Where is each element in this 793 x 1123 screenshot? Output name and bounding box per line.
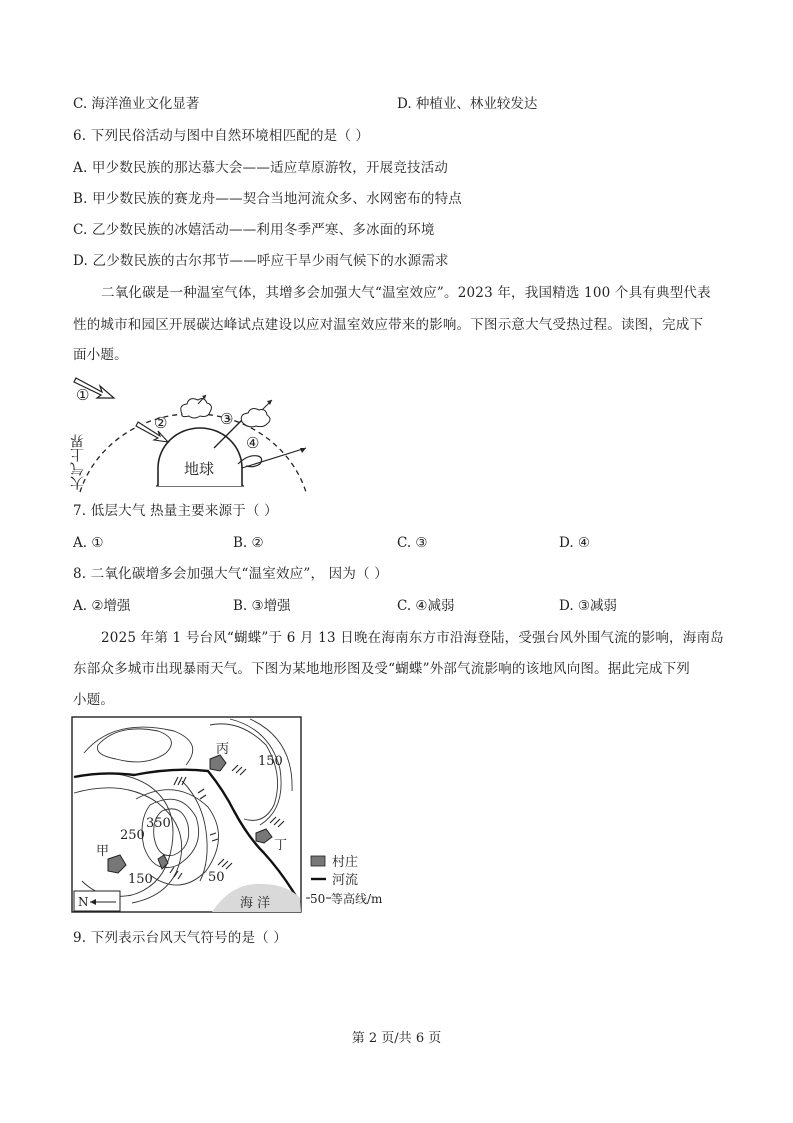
passage3-line2: 东部众多城市出现暴雨天气。下图为某地地形图及受“蝴蝶”外部气流影响的该地风向图。据此完成下列 bbox=[73, 661, 691, 677]
village-label-ding: 丁 bbox=[274, 838, 288, 853]
q7-stem: 7. 低层大气 热量主要来源于（ ） bbox=[73, 503, 278, 519]
atmosphere-heating-diagram bbox=[66, 368, 316, 496]
marker-2: ② bbox=[154, 414, 168, 432]
contour-50: 50 bbox=[208, 870, 225, 885]
q7-option-d: D. ④ bbox=[559, 535, 591, 551]
q7-option-b: B. ② bbox=[233, 535, 264, 551]
q8-option-d: D. ③减弱 bbox=[559, 598, 618, 614]
earth-label: 地球 bbox=[184, 460, 215, 478]
q8-option-a: A. ②增强 bbox=[73, 598, 131, 614]
q8-option-b: B. ③增强 bbox=[233, 598, 291, 614]
q7-option-a: A. ① bbox=[73, 535, 104, 551]
legend-contour: 等高线/m bbox=[331, 892, 383, 906]
contour-350: 350 bbox=[146, 816, 171, 831]
passage3-line1: 2025 年第 1 号台风“蝴蝶”于 6 月 13 日晚在海南东方市沿海登陆，受强台风外围气流的影响，海南岛 bbox=[101, 630, 724, 646]
q6-option-b: B. 甲少数民族的赛龙舟——契合当地河流众多、水网密布的特点 bbox=[73, 191, 463, 207]
village-label-jia: 甲 bbox=[96, 844, 110, 859]
contour-250: 250 bbox=[120, 828, 145, 843]
marker-1: ① bbox=[76, 386, 90, 404]
q5-option-d: D. 种植业、林业较发达 bbox=[397, 96, 538, 112]
q6-option-a: A. 甲少数民族的那达慕大会——适应草原游牧，开展竞技活动 bbox=[73, 160, 449, 176]
q5-option-c: C. 海洋渔业文化显著 bbox=[73, 96, 200, 112]
topographic-map bbox=[70, 715, 400, 915]
passage2-line2: 性的城市和园区开展碳达峰试点建设以应对温室效应带来的影响。下图示意大气受热过程。读图，完成下 bbox=[73, 317, 704, 333]
village-label-bing: 丙 bbox=[216, 742, 230, 757]
q9-stem: 9. 下列表示台风天气符号的是（ ） bbox=[73, 930, 288, 946]
passage2-line1: 二氧化碳是一种温室气体，其增多会加强大气“温室效应”。2023 年，我国精选 100 个具有典型代表 bbox=[101, 285, 711, 301]
contour-150-west: 150 bbox=[128, 872, 153, 887]
north-label: N bbox=[78, 895, 89, 909]
q8-stem: 8. 二氧化碳增多会加强大气“温室效应”， 因为（ ） bbox=[73, 566, 388, 582]
q8-option-c: C. ④减弱 bbox=[397, 598, 455, 614]
legend-river: 河流 bbox=[332, 873, 359, 888]
q6-option-c: C. 乙少数民族的冰嬉活动——利用冬季严寒、多冰面的环境 bbox=[73, 222, 435, 238]
atmosphere-top-label: 大气上界 bbox=[70, 434, 86, 490]
q6-stem: 6. 下列民俗活动与图中自然环境相匹配的是（ ） bbox=[73, 128, 370, 144]
passage3-line3: 小题。 bbox=[73, 692, 115, 708]
marker-3: ③ bbox=[220, 410, 234, 428]
legend-village: 村庄 bbox=[332, 855, 359, 870]
marker-4: ④ bbox=[246, 434, 260, 452]
contour-150-east: 150 bbox=[258, 754, 283, 769]
legend-contour-value: 50 bbox=[310, 892, 326, 906]
q7-option-c: C. ③ bbox=[397, 535, 428, 551]
page-footer: 第 2 页/共 6 页 bbox=[351, 1031, 442, 1046]
q6-option-d: D. 乙少数民族的古尔邦节——呼应干旱少雨气候下的水源需求 bbox=[73, 253, 449, 269]
passage2-line3: 面小题。 bbox=[73, 347, 128, 363]
sea-label: 海 洋 bbox=[240, 896, 271, 911]
